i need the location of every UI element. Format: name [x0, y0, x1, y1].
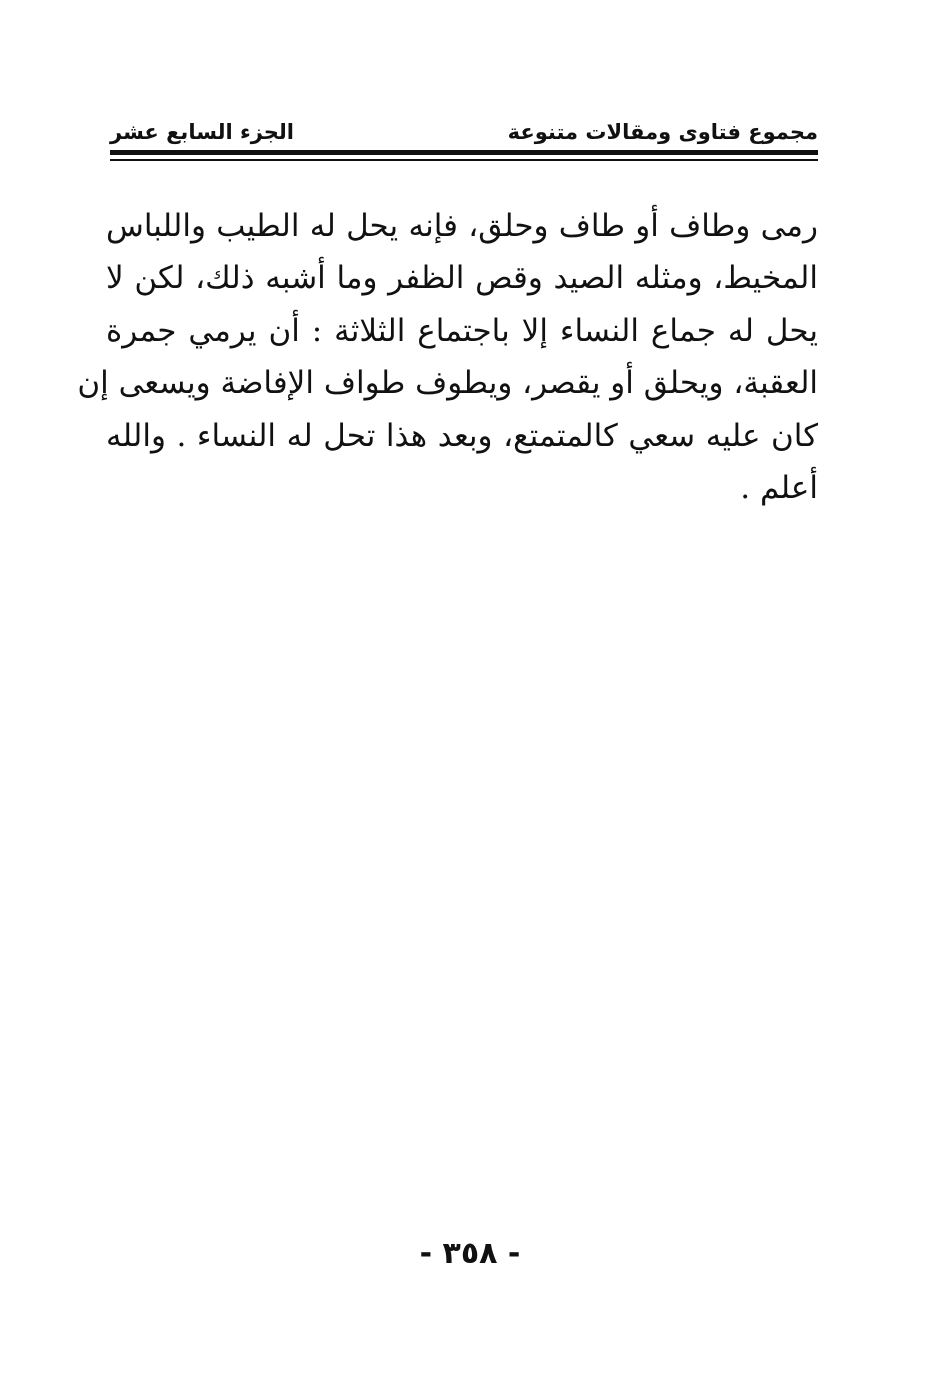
page-number: - ٣٥٨ -	[419, 1236, 521, 1271]
header-rule-thin	[110, 159, 818, 161]
body-line: أعلم .	[740, 470, 818, 507]
body-line: المخيط، ومثله الصيد وقص الظفر وما أشبه ذلك، لكن لا	[106, 260, 818, 297]
running-header	[110, 118, 818, 146]
volume-label: الجزء السابع عشر	[110, 120, 294, 144]
header-rule-thick	[110, 150, 818, 155]
body-line: يحل له جماع النساء إلا باجتماع الثلاثة : أن يرمي جمرة	[106, 312, 818, 349]
body-line: كان عليه سعي كالمتمتع، وبعد هذا تحل له النساء . والله	[106, 417, 818, 454]
body-line: رمى وطاف أو طاف وحلق، فإنه يحل له الطيب واللباس	[106, 208, 818, 244]
body-line: العقبة، ويحلق أو يقصر، ويطوف طواف الإفاضة ويسعى إن	[77, 365, 818, 402]
book-title: مجموع فتاوى ومقالات متنوعة	[507, 120, 818, 144]
body-text	[77, 200, 818, 514]
